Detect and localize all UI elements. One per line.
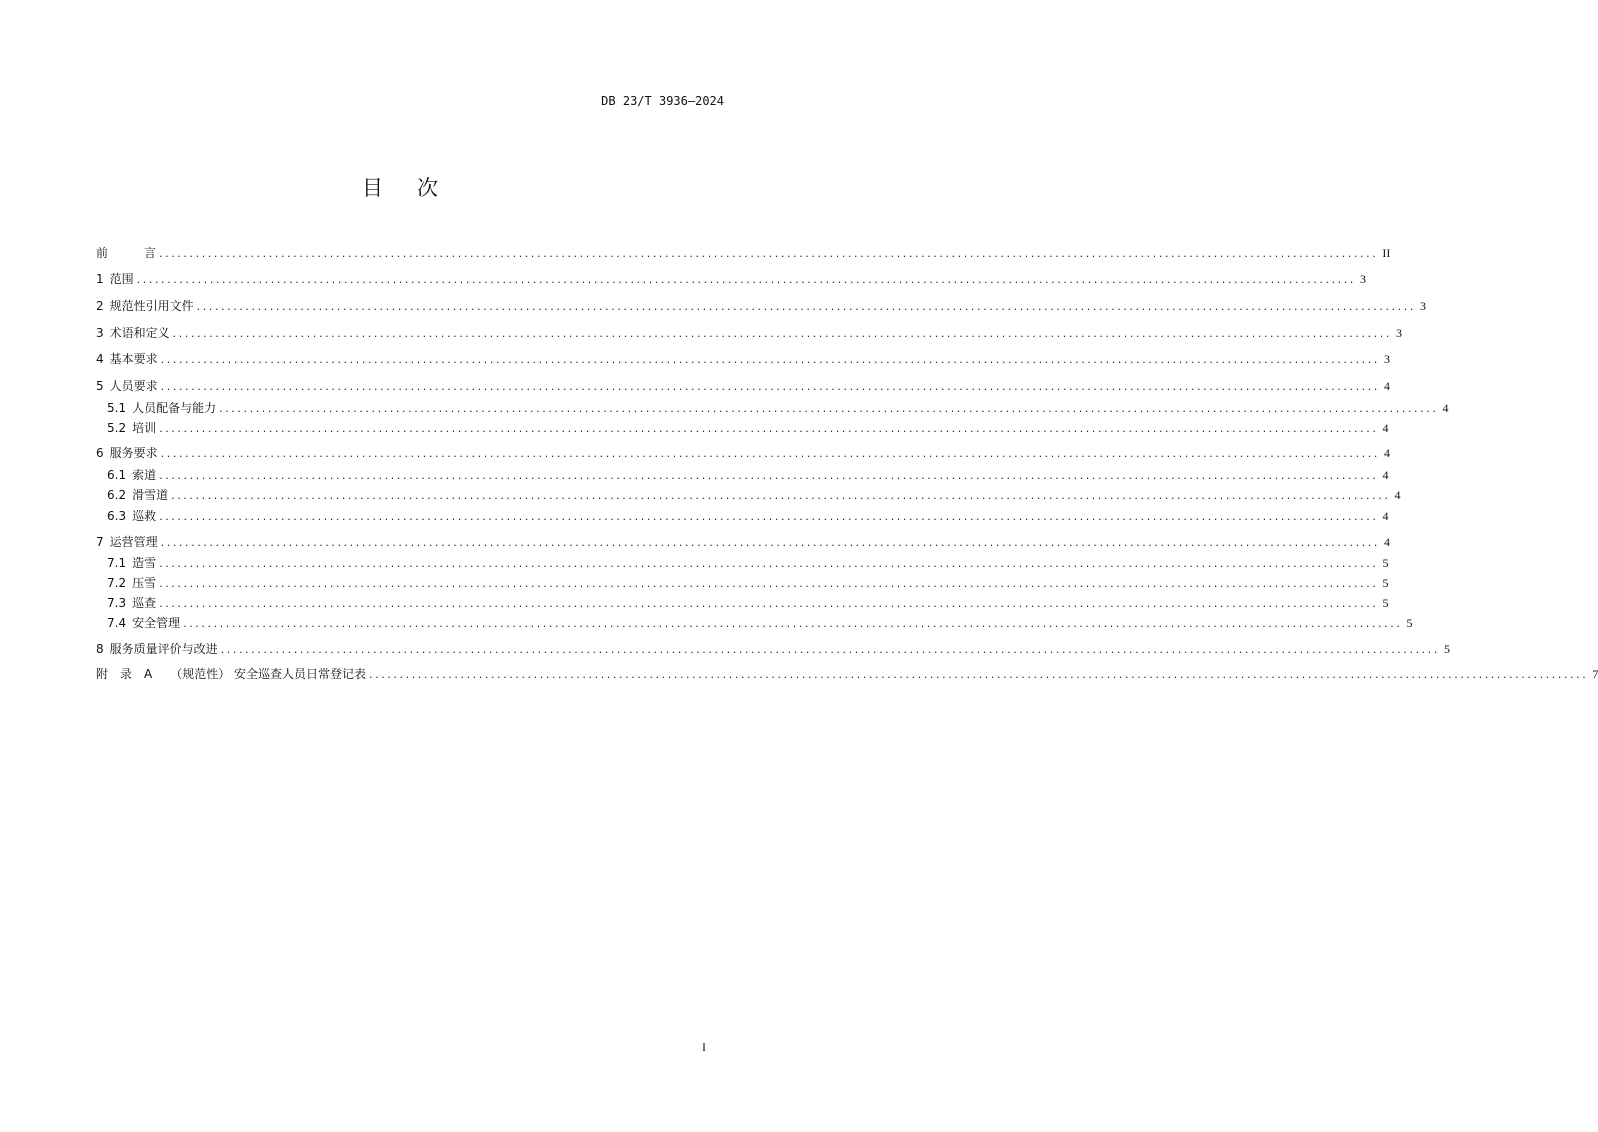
toc-entry-page: 4: [1383, 535, 1390, 549]
toc-entry-page: 4: [1383, 379, 1390, 393]
toc-entry-page: 5: [1382, 576, 1389, 590]
leader-dots: ........................................................................................................................................................................................................: [369, 668, 1589, 681]
leader-dots: ........................................................................................................................................................................................................: [160, 536, 1380, 549]
leader-dots: ........................................................................................................................................................................................................: [159, 577, 1379, 590]
toc-entry-label: [107, 487, 171, 503]
toc-entry-title: 压雪: [132, 576, 157, 590]
toc-entry[interactable]: [107, 595, 1389, 611]
toc-entry-number: 6.1: [107, 468, 127, 482]
toc-entry-label: [107, 467, 159, 483]
toc-entry-title: 术语和定义: [109, 326, 170, 340]
toc-entry-label: [107, 595, 159, 611]
toc-entry-page: 3: [1395, 326, 1402, 340]
toc-entry-title: 附 录 A （规范性） 安全巡查人员日常登记表: [96, 667, 367, 681]
toc-entry-page: 4: [1382, 509, 1389, 523]
toc-entry-label: [107, 400, 219, 416]
toc-entry-page: II: [1382, 246, 1391, 260]
toc-entry-number: 8: [96, 642, 104, 656]
toc-entry-number: 7.2: [107, 576, 127, 590]
toc-entry-number: 6: [96, 446, 104, 460]
toc-entry-number: 7: [96, 535, 104, 549]
toc-entry-title: 服务要求: [109, 446, 158, 460]
toc-entry[interactable]: [107, 575, 1389, 591]
leader-dots: ........................................................................................................................................................................................................: [136, 273, 1356, 286]
leader-dots: ........................................................................................................................................................................................................: [160, 380, 1380, 393]
toc-entry-number: 6.2: [107, 488, 127, 502]
toc-entry-label: [96, 271, 137, 287]
leader-dots: ........................................................................................................................................................................................................: [159, 422, 1379, 435]
leader-dots: ........................................................................................................................................................................................................: [172, 327, 1392, 340]
toc-entry[interactable]: [96, 298, 1426, 314]
toc-entry-number: 4: [96, 352, 104, 366]
leader-dots: ........................................................................................................................................................................................................: [160, 447, 1380, 460]
toc-entry-label: [96, 666, 369, 682]
toc-entry[interactable]: [107, 400, 1449, 416]
toc-entry-label: [107, 508, 159, 524]
toc-entry[interactable]: [96, 378, 1390, 394]
leader-dots: ........................................................................................................................................................................................................: [196, 300, 1416, 313]
toc-entry[interactable]: [107, 467, 1389, 483]
toc-entry-page: 4: [1382, 421, 1389, 435]
toc-entry[interactable]: [96, 325, 1402, 341]
leader-dots: ........................................................................................................................................................................................................: [160, 353, 1380, 366]
toc-entry-title: 人员配备与能力: [132, 401, 217, 415]
leader-dots: ........................................................................................................................................................................................................: [159, 469, 1379, 482]
toc-entry-label: [96, 351, 161, 367]
toc-entry-title: 索道: [132, 468, 157, 482]
toc-entry-title: 范围: [109, 272, 134, 286]
toc-entry-page: 4: [1383, 446, 1390, 460]
toc-entry-page: 7: [1592, 667, 1598, 681]
toc-entry-label: [96, 245, 159, 261]
leader-dots: ........................................................................................................................................................................................................: [219, 402, 1439, 415]
toc-entry-title: 服务质量评价与改进: [109, 642, 218, 656]
toc-entry-label: [96, 298, 197, 314]
toc-entry-number: 7.1: [107, 556, 127, 570]
toc-entry-page: 4: [1382, 468, 1389, 482]
toc-entry-number: 1: [96, 272, 104, 286]
toc-entry-title: 基本要求: [109, 352, 158, 366]
toc-entry-page: 3: [1419, 299, 1426, 313]
toc-entry-page: 5: [1406, 616, 1413, 630]
toc-entry-number: 5.2: [107, 421, 127, 435]
toc-entry-page: 3: [1383, 352, 1390, 366]
toc-entry-title: 前 言: [96, 246, 157, 260]
toc-entry-title: 运营管理: [109, 535, 158, 549]
leader-dots: ........................................................................................................................................................................................................: [183, 617, 1403, 630]
toc-entry[interactable]: [107, 420, 1389, 436]
toc-entry-title: 造雪: [132, 556, 157, 570]
leader-dots: ........................................................................................................................................................................................................: [220, 643, 1440, 656]
toc-entry-page: 5: [1443, 642, 1450, 656]
toc-entry[interactable]: [96, 245, 1391, 261]
document-number: DB 23/T 3936—2024: [601, 94, 724, 108]
toc-entry[interactable]: [96, 641, 1450, 657]
toc-entry[interactable]: [96, 351, 1390, 367]
toc-entry-page: 4: [1394, 488, 1401, 502]
toc-entry-title: 安全管理: [132, 616, 181, 630]
toc-entry-label: [107, 420, 159, 436]
toc-entry-label: [96, 445, 161, 461]
toc-entry-number: 7.4: [107, 616, 127, 630]
toc-entry[interactable]: [96, 534, 1390, 550]
toc-entry[interactable]: [96, 445, 1390, 461]
toc-entry[interactable]: [107, 487, 1401, 503]
leader-dots: ........................................................................................................................................................................................................: [159, 557, 1379, 570]
toc-entry-title: 培训: [132, 421, 157, 435]
toc-entry-title: 人员要求: [109, 379, 158, 393]
toc-entry-page: 4: [1442, 401, 1449, 415]
toc-entry-page: 3: [1359, 272, 1366, 286]
leader-dots: ........................................................................................................................................................................................................: [159, 247, 1379, 260]
toc-entry-number: 6.3: [107, 509, 127, 523]
leader-dots: ........................................................................................................................................................................................................: [171, 489, 1391, 502]
toc-entry-label: [107, 575, 159, 591]
page-number: I: [702, 1040, 706, 1054]
toc-entry-page: 5: [1382, 556, 1389, 570]
toc-entry-label: [96, 378, 161, 394]
leader-dots: ........................................................................................................................................................................................................: [159, 597, 1379, 610]
toc-entry-title: 巡救: [132, 509, 157, 523]
toc-entry-title: 滑雪道: [132, 488, 169, 502]
toc-entry-label: [96, 534, 161, 550]
toc-entry-number: 5.1: [107, 401, 127, 415]
toc-entry[interactable]: [107, 615, 1413, 631]
toc-entry-label: [107, 615, 183, 631]
toc-entry[interactable]: [107, 508, 1389, 524]
toc-entry-label: [96, 325, 173, 341]
toc-entry[interactable]: [96, 271, 1366, 287]
toc-entry-number: 5: [96, 379, 104, 393]
leader-dots: ........................................................................................................................................................................................................: [159, 510, 1379, 523]
toc-entry-title: 规范性引用文件: [109, 299, 194, 313]
toc-entry-label: [107, 555, 159, 571]
toc-entry-number: 2: [96, 299, 104, 313]
toc-entry-label: [96, 641, 221, 657]
toc-entry-number: 7.3: [107, 596, 127, 610]
toc-entry-page: 5: [1382, 596, 1389, 610]
toc-entry-title: 巡查: [132, 596, 157, 610]
page-title: 目次: [362, 176, 472, 200]
toc-entry-number: 3: [96, 326, 104, 340]
toc-entry[interactable]: [96, 666, 1598, 682]
toc-entry[interactable]: [107, 555, 1389, 571]
